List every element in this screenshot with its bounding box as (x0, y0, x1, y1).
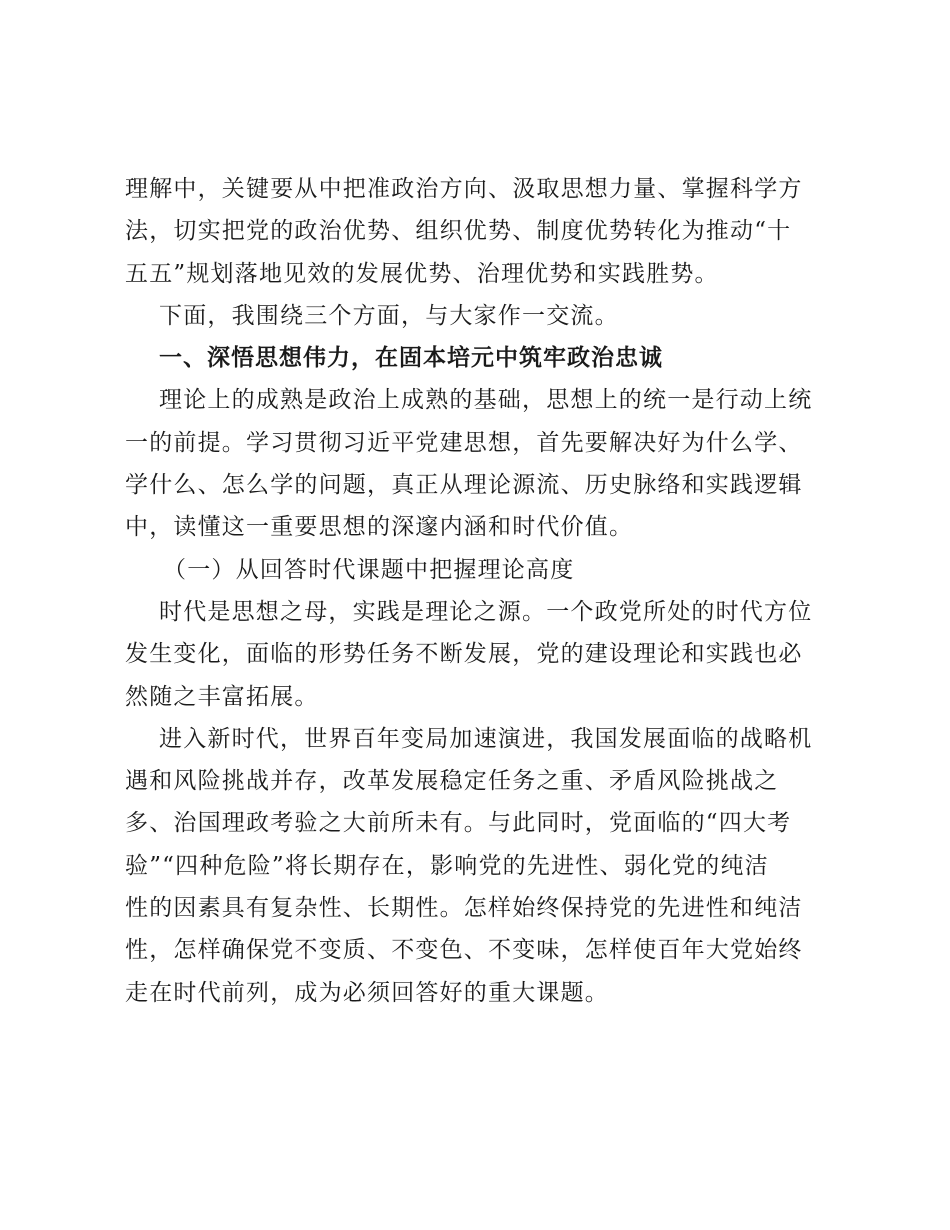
paragraph-line: 发生变化，面临的形势任务不断发展，党的建设理论和实践也必 (125, 641, 803, 668)
paragraph-line: 性的因素具有复杂性、长期性。怎样始终保持党的先进性和纯洁 (125, 895, 803, 922)
subsection-heading: （一）从回答时代课题中把握理论高度 (163, 556, 575, 583)
paragraph-line: 五五”规划落地见效的发展优势、治理优势和实践胜势。 (125, 260, 719, 287)
paragraph-line: 一的前提。学习贯彻习近平党建思想，首先要解决好为什么学、 (125, 429, 803, 456)
paragraph-line: 时代是思想之母，实践是理论之源。一个政党所处的时代方位 (159, 598, 813, 625)
paragraph-line: 遇和风险挑战并存，改革发展稳定任务之重、矛盾风险挑战之 (125, 768, 779, 795)
paragraph-line: 验”“四种危险”将长期存在，影响党的先进性、弱化党的纯洁 (125, 852, 769, 879)
paragraph-line: 性，怎样确保党不变质、不变色、不变味，怎样使百年大党始终 (125, 937, 803, 964)
paragraph-line: 然随之丰富拓展。 (125, 683, 319, 710)
paragraph-line: 进入新时代，世界百年变局加速演进，我国发展面临的战略机 (159, 725, 813, 752)
paragraph-line: 法，切实把党的政治优势、组织优势、制度优势转化为推动“十 (125, 218, 792, 245)
paragraph-line: 多、治国理政考验之大前所未有。与此同时，党面临的“四大考 (125, 810, 792, 837)
paragraph-line: 走在时代前列，成为必须回答好的重大课题。 (125, 979, 609, 1006)
paragraph-line: 下面，我围绕三个方面，与大家作一交流。 (159, 302, 619, 329)
section-heading: 一、深悟思想伟力，在固本培元中筑牢政治忠诚 (159, 345, 663, 372)
paragraph-line: 中，读懂这一重要思想的深邃内涵和时代价值。 (125, 514, 634, 541)
paragraph-line: 理解中，关键要从中把准政治方向、汲取思想力量、掌握科学方 (125, 176, 803, 202)
paragraph-line: 理论上的成熟是政治上成熟的基础，思想上的统一是行动上统 (159, 387, 813, 414)
document-body (125, 168, 825, 1014)
paragraph-line: 学什么、怎么学的问题，真正从理论源流、历史脉络和实践逻辑 (125, 472, 803, 499)
